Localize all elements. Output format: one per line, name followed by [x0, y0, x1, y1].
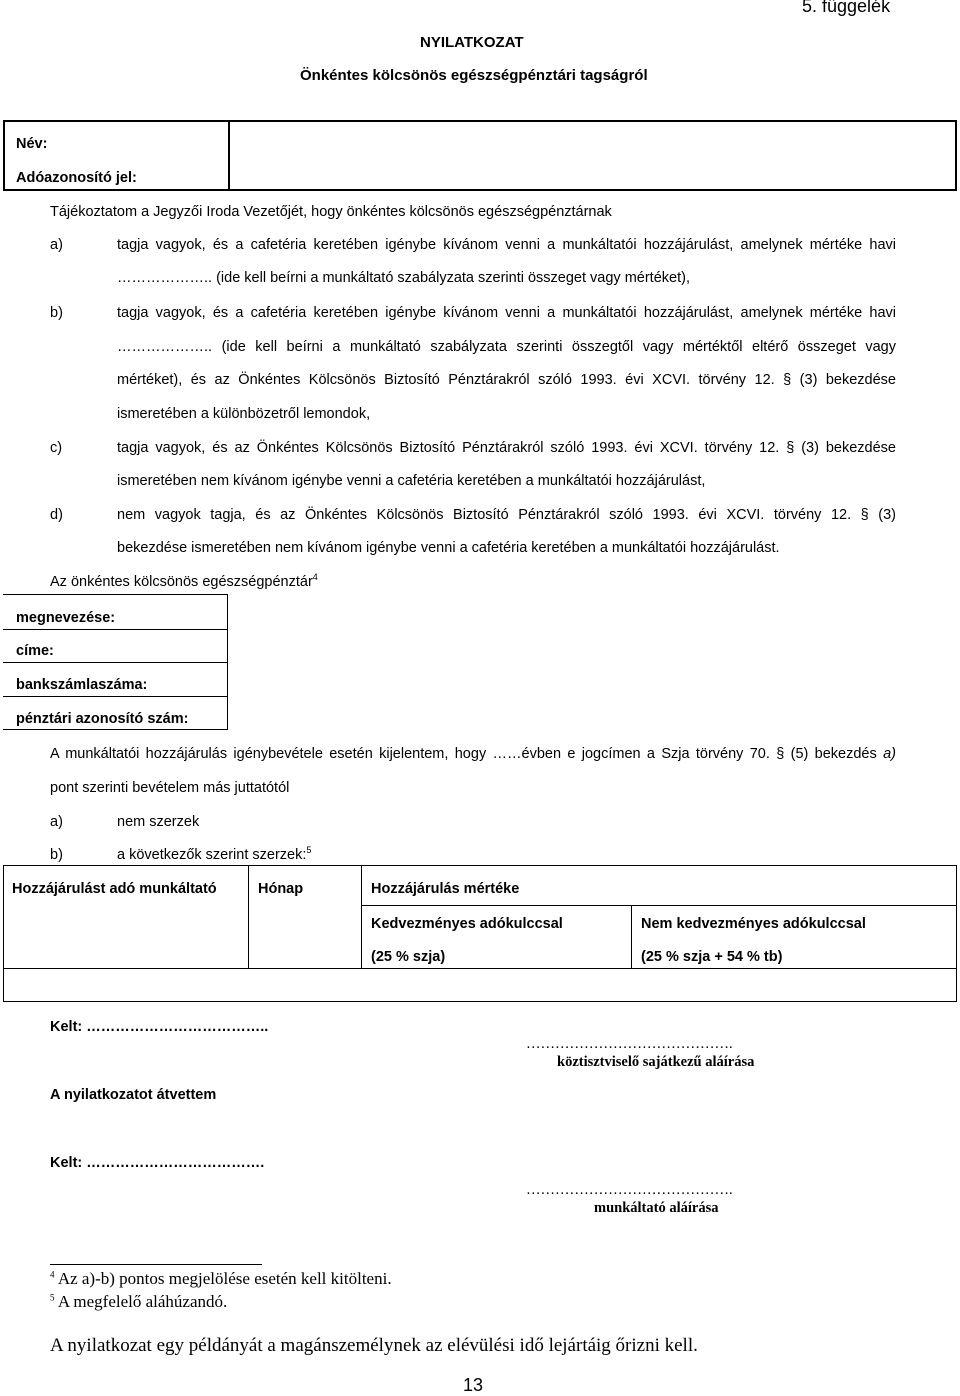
option-b-line1: tagja vagyok, és a cafetéria keretében igénybe kívánom venni a munkáltatói hozzájárulást, amelynek mértéke havi	[117, 305, 896, 321]
page-title: NYILATKOZAT	[420, 34, 524, 51]
fund-name-label: megnevezése:	[16, 610, 116, 626]
page-number: 13	[463, 1375, 484, 1395]
income-line1-text: A munkáltatói hozzájárulás igénybevétele esetén kijelentem, hogy ……évben e jogcímen a Szja törvény 70. § (5) bekezdés	[50, 746, 877, 762]
option-a-marker: a)	[50, 237, 63, 253]
fund-id-label: pénztári azonosító szám:	[16, 711, 189, 727]
retention-note: A nyilatkozat egy példányát a magánszemélynek az elévülési idő lejártáig őrizni kell.	[50, 1335, 698, 1356]
income-b-text	[117, 847, 311, 863]
fund-heading-text: Az önkéntes kölcsönös egészségpénztár	[50, 574, 313, 590]
option-b-line4: ismeretében a különbözetről lemondok,	[117, 406, 371, 422]
option-a-line1: tagja vagyok, és a cafetéria keretében igénybe kívánom venni a munkáltatói hozzájárulást, amelynek mértéke havi	[117, 237, 896, 253]
table-subheader-preferential: Kedvezményes adókulccsal	[371, 916, 563, 932]
signature-dots-1: …………………………………….	[526, 1036, 733, 1052]
tax-id-field[interactable]	[232, 158, 952, 188]
fund-address-label: címe:	[16, 643, 54, 659]
option-b-line2: ……………….. (ide kell beírni a munkáltató szabályzata szerinti összegtől vagy mértéktől eltérő összeget vagy	[117, 339, 896, 355]
table-header-employer: Hozzájárulást adó munkáltató	[12, 881, 217, 897]
option-d-marker: d)	[50, 507, 63, 523]
signature-dots-2: …………………………………….	[526, 1182, 733, 1198]
date-line-1: Kelt: ………………………………..	[50, 1019, 269, 1035]
footnote-divider	[50, 1264, 262, 1265]
tax-id-label: Adóazonosító jel:	[16, 170, 137, 186]
income-line1-italic: a)	[883, 746, 896, 762]
option-b-marker: b)	[50, 305, 63, 321]
employee-signature-label: köztisztviselő sajátkezű aláírása	[557, 1054, 755, 1070]
option-c-line2: ismeretében nem kívánom igénybe venni a cafetéria keretében a munkáltatói hozzájárulást,	[117, 473, 706, 489]
table-row[interactable]	[5, 970, 955, 1000]
footnote-5-text: A megfelelő aláhúzandó.	[57, 1292, 228, 1311]
option-a-line2: ……………….. (ide kell beírni a munkáltató szabályzata szerinti összeget vagy mértéket),	[117, 270, 690, 286]
footnote-5	[50, 1292, 227, 1312]
income-a-marker: a)	[50, 814, 63, 830]
date-line-2: Kelt: ……………………………….	[50, 1155, 265, 1171]
employer-signature-label: munkáltató aláírása	[594, 1200, 719, 1216]
page-subtitle: Önkéntes kölcsönös egészségpénztári tagságról	[300, 67, 648, 84]
table-header-amount: Hozzájárulás mértéke	[371, 881, 520, 897]
income-a-text: nem szerzek	[117, 814, 200, 830]
fund-heading	[50, 574, 318, 590]
option-d-line2: bekezdése ismeretében nem kívánom igénybe venni a cafetéria keretében a munkáltatói hozzájárulást.	[117, 540, 780, 556]
income-line1	[50, 746, 896, 762]
intro-text: Tájékoztatom a Jegyzői Iroda Vezetőjét, hogy önkéntes kölcsönös egészségpénztárnak	[50, 204, 612, 220]
fund-footnote-ref: 4	[312, 572, 318, 583]
received-label: A nyilatkozatot átvettem	[50, 1087, 217, 1103]
option-c-line1: tagja vagyok, és az Önkéntes Kölcsönös Biztosító Pénztárakról szóló 1993. évi XCVI. törvény 12. § (3) bekezdése	[117, 440, 896, 456]
name-label: Név:	[16, 136, 48, 152]
table-subheader-non-preferential: Nem kedvezményes adókulccsal	[641, 916, 866, 932]
footnote-4-text: Az a)-b) pontos megjelölése esetén kell kitölteni.	[57, 1269, 392, 1288]
footnote-4-number: 4	[50, 1269, 55, 1280]
fund-account-label: bankszámlaszáma:	[16, 677, 148, 693]
table-subheader-preferential-rate: (25 % szja)	[371, 949, 446, 965]
option-c-marker: c)	[50, 440, 63, 456]
footnote-4	[50, 1269, 392, 1289]
income-b-footnote-ref: 5	[306, 845, 312, 856]
table-header-month: Hónap	[258, 881, 304, 897]
option-b-line3: mértéket), és az Önkéntes Kölcsönös Biztosító Pénztárakról szóló 1993. évi XCVI. törvény 12. § (3) bekezdése	[117, 372, 896, 388]
income-b-marker: b)	[50, 847, 63, 863]
table-subheader-non-preferential-rate: (25 % szja + 54 % tb)	[641, 949, 783, 965]
option-d-line1: nem vagyok tagja, és az Önkéntes Kölcsönös Biztosító Pénztárakról szóló 1993. évi XCVI. törvény 12. § (3)	[117, 507, 896, 523]
name-field[interactable]	[232, 124, 952, 154]
appendix-label: 5. függelék	[802, 0, 891, 16]
income-line2: pont szerinti bevételem más juttatótól	[50, 780, 290, 796]
footnote-5-number: 5	[50, 1292, 55, 1303]
income-b-label: a következők szerint szerzek:	[117, 847, 307, 863]
